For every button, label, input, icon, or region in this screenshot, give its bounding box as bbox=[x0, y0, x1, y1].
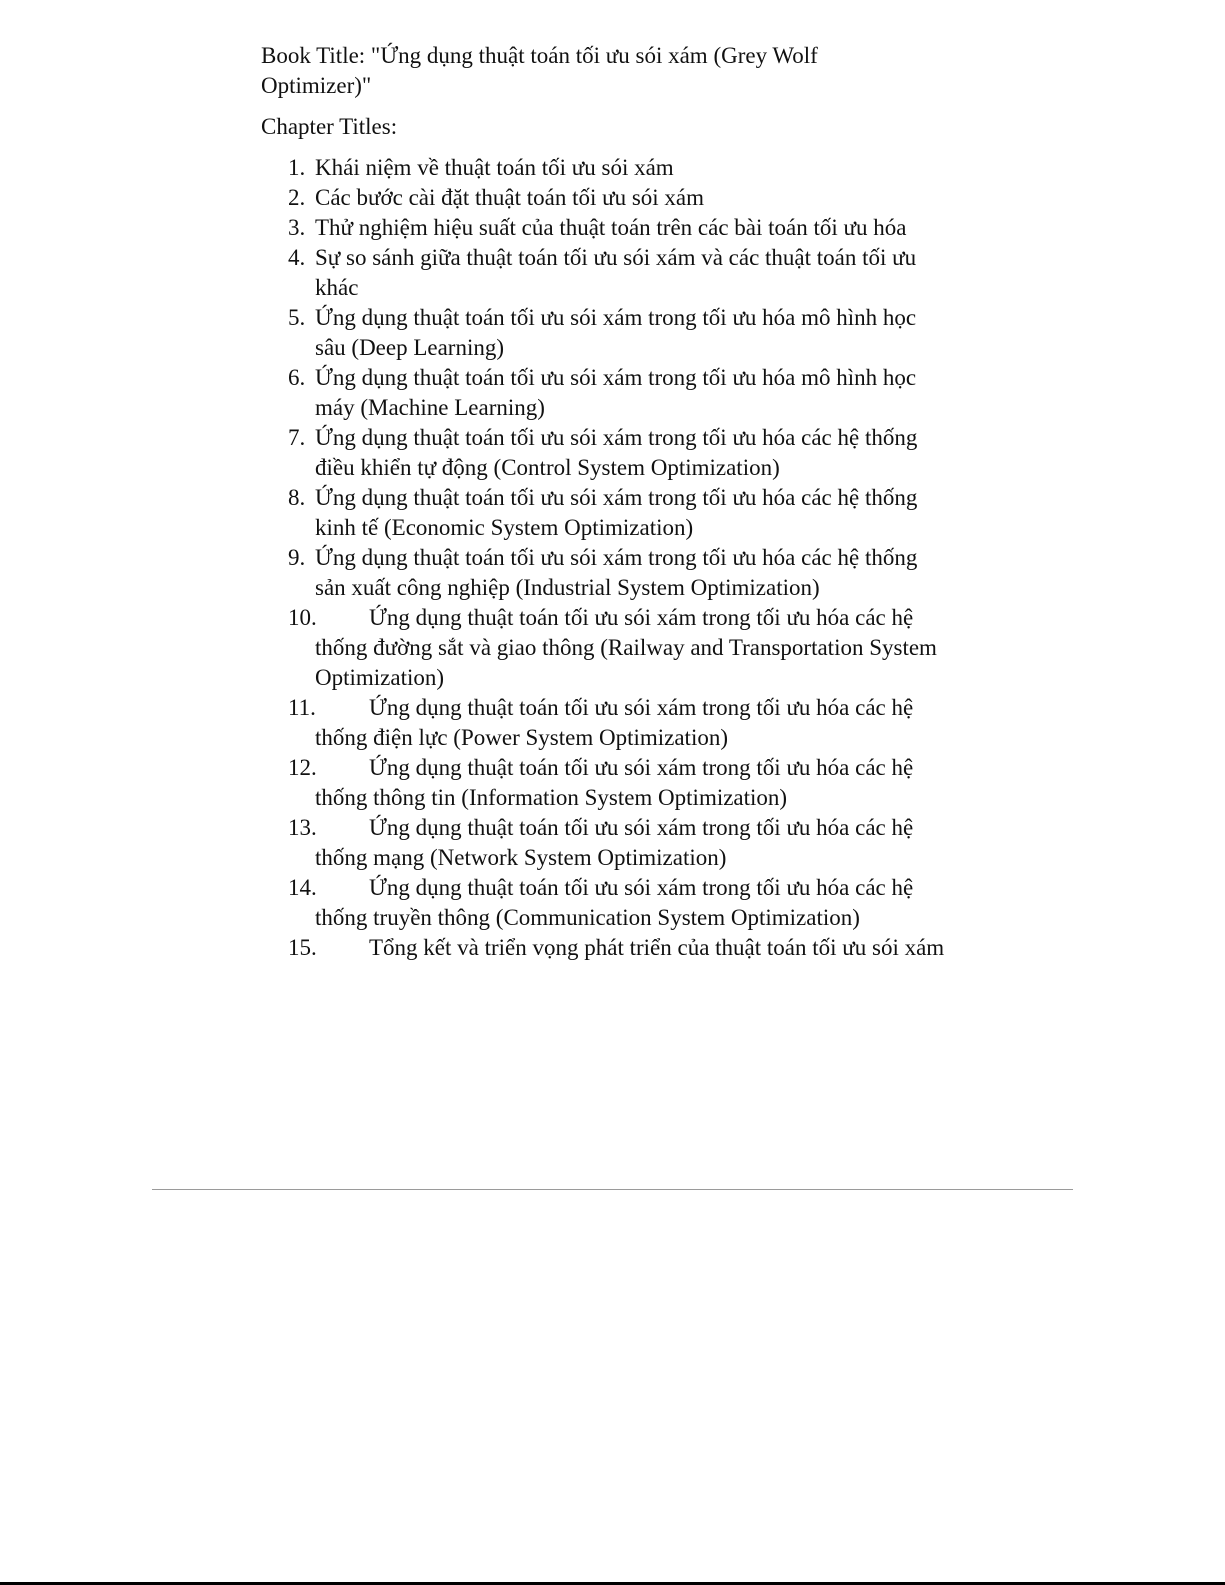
chapter-number: 7. bbox=[288, 425, 306, 450]
chapter-title: Khái niệm về thuật toán tối ưu sói xám bbox=[315, 155, 674, 180]
chapter-number: 13. bbox=[288, 815, 317, 840]
chapter-number: 6. bbox=[288, 365, 306, 390]
chapter-item bbox=[261, 753, 951, 813]
chapter-title: Thử nghiệm hiệu suất của thuật toán trên các bài toán tối ưu hóa bbox=[315, 215, 907, 240]
chapter-number: 12. bbox=[288, 755, 317, 780]
book-title: Book Title: "Ứng dụng thuật toán tối ưu sói xám (Grey Wolf Optimizer)" bbox=[261, 43, 818, 98]
chapter-title: Các bước cài đặt thuật toán tối ưu sói xám bbox=[315, 185, 705, 210]
chapter-item bbox=[261, 363, 951, 423]
chapter-number: 1. bbox=[288, 155, 306, 180]
chapter-title: Ứng dụng thuật toán tối ưu sói xám trong tối ưu hóa các hệ thống kinh tế (Economic System Optimization) bbox=[315, 485, 918, 540]
chapter-title: Ứng dụng thuật toán tối ưu sói xám trong tối ưu hóa các hệ thống mạng (Network System Optimization) bbox=[315, 815, 914, 870]
chapter-item bbox=[261, 933, 951, 963]
chapter-item bbox=[261, 483, 951, 543]
chapter-item bbox=[261, 213, 951, 243]
chapter-list bbox=[261, 153, 951, 963]
chapter-title: Ứng dụng thuật toán tối ưu sói xám trong tối ưu hóa mô hình học máy (Machine Learning) bbox=[315, 365, 917, 420]
document-body bbox=[261, 41, 951, 963]
chapter-item bbox=[261, 183, 951, 213]
chapter-title: Ứng dụng thuật toán tối ưu sói xám trong tối ưu hóa các hệ thống thông tin (Information System Optimization) bbox=[315, 755, 914, 810]
chapter-item bbox=[261, 153, 951, 183]
chapter-title: Sự so sánh giữa thuật toán tối ưu sói xám và các thuật toán tối ưu khác bbox=[315, 245, 917, 300]
chapter-item bbox=[261, 603, 951, 693]
chapter-title: Ứng dụng thuật toán tối ưu sói xám trong tối ưu hóa các hệ thống đường sắt và giao thông (Railway and Transportation System Optimization) bbox=[315, 605, 937, 690]
chapter-item bbox=[261, 243, 951, 303]
chapter-title: Ứng dụng thuật toán tối ưu sói xám trong tối ưu hóa mô hình học sâu (Deep Learning) bbox=[315, 305, 917, 360]
page-divider bbox=[152, 1189, 1073, 1190]
chapter-item bbox=[261, 303, 951, 363]
chapter-item bbox=[261, 813, 951, 873]
chapter-number: 15. bbox=[288, 935, 317, 960]
chapter-item bbox=[261, 693, 951, 753]
chapter-title: Ứng dụng thuật toán tối ưu sói xám trong tối ưu hóa các hệ thống điện lực (Power System Optimization) bbox=[315, 695, 914, 750]
chapter-item bbox=[261, 423, 951, 483]
chapter-title: Ứng dụng thuật toán tối ưu sói xám trong tối ưu hóa các hệ thống sản xuất công nghiệp (Industrial System Optimization) bbox=[315, 545, 918, 600]
chapter-item bbox=[261, 543, 951, 603]
chapter-title: Ứng dụng thuật toán tối ưu sói xám trong tối ưu hóa các hệ thống truyền thông (Communication System Optimization) bbox=[315, 875, 914, 930]
chapter-heading: Chapter Titles: bbox=[261, 114, 398, 139]
chapter-number: 4. bbox=[288, 245, 306, 270]
chapter-title: Tổng kết và triển vọng phát triển của thuật toán tối ưu sói xám bbox=[369, 935, 945, 960]
chapter-title: Ứng dụng thuật toán tối ưu sói xám trong tối ưu hóa các hệ thống điều khiển tự động (Control System Optimization) bbox=[315, 425, 918, 480]
chapter-number: 9. bbox=[288, 545, 306, 570]
chapter-number: 2. bbox=[288, 185, 306, 210]
chapter-number: 5. bbox=[288, 305, 306, 330]
chapter-number: 10. bbox=[288, 605, 317, 630]
chapter-number: 8. bbox=[288, 485, 306, 510]
chapter-number: 3. bbox=[288, 215, 306, 240]
chapter-number: 11. bbox=[288, 695, 316, 720]
chapter-item bbox=[261, 873, 951, 933]
chapter-number: 14. bbox=[288, 875, 317, 900]
